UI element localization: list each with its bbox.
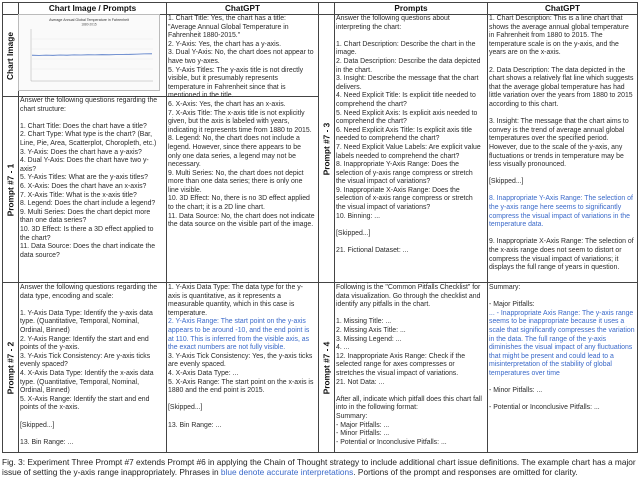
list-item: 8. Legend: Does the chart include a legend? [20, 200, 156, 208]
list-item: 1. Y-Axis Data Type: The data type for the y-axis is quantitative, as it represents a measurable quantity, which in this case is temperature. [168, 284, 303, 317]
list-item: 5. Y-Axis Titles: What are the y-axis titles? [20, 174, 148, 182]
list-item: 21. Fictional Dataset: ... [336, 247, 409, 255]
list-item: 4. Need Explicit Title: Is explicit title needed to comprehend the chart? [336, 92, 476, 108]
list-item: 2. Y-Axis Range: Identify the start and end points of the y-axis. [20, 335, 149, 352]
row-label-prompt-1: Prompt #7 - 1 [5, 163, 15, 216]
accurate-interpretation: 8. Inappropriate Y-Axis Range: The selection of the y-axis range here seems to significantly compress the visual impact of variations in the temperature data. [489, 195, 633, 229]
list-item: 3. Dual Y-Axis: No, the chart does not appear to have two y-axes. [168, 49, 314, 65]
list-item: 3. Y-Axis Tick Consistency: Are y-axis ticks evenly spaced? [20, 352, 151, 369]
list-item: 1. Chart Title: Yes, the chart has a title: "Average Annual Global Temperature in Fahrenheit 1880-2015." [168, 15, 289, 40]
list-item: 5. Need Explicit Axis: Is explicit axis needed to comprehend the chart? [336, 109, 478, 126]
list-item: 9. Inappropriate X-Axis Range: The selection of the x-axis range does not seem to distort or compress the visual impact of variations; it displays the full range of years in question. [489, 238, 634, 272]
list-item: 2. Y-Axis: Yes, the chart has a y-axis. [168, 40, 281, 48]
list-item: 5. X-Axis Range: The start point on the x-axis is 1880 and the end point is 2015. [168, 378, 314, 395]
chart-thumbnail [18, 14, 160, 91]
list-item: 6. Need Explicit Axis Title: Is explicit axis title needed to comprehend the chart? [336, 126, 472, 143]
list-item: 9. Multi Series: No, the chart does not depict more than one data series; there is only one line visible. [168, 169, 304, 194]
row-label-prompt-4: Prompt #7 - 4 [321, 341, 331, 394]
response-1-text [166, 14, 317, 280]
prompt-3-text: Answer the following questions about interpreting the chart: 1. Chart Description: Describe the chart in the image. 2. Data Description: Describe the data depicted in the chart. 3. Insight: Describe the message that the chart delivers. 4. Need Explicit Title: Is explicit title needed to comprehend the chart? 5. Need Explicit Axis: Is explicit axis needed to comprehend the chart? 6. Need Explicit Axis Title: Is explicit axis title needed to comprehend the chart? 7. Need Explicit Value Labels: Are explicit value labels needed to comprehend the chart? 8. Inappropriate Y-Axis Range: Does the selection of y-axis range compress or stretch the visual impact of variations? 9. Inappropriate X-Axis Range: Does the selection of x-axis range compress or stretch the visual impact of variations? 10. Binning: ... [Skipped...] 21. Fictional Dataset: ... [334, 14, 486, 280]
chart-thumb-title: Average Annual Global Temperature in Fahrenheit [49, 18, 129, 22]
list-item: 1. Chart Description: This is a line chart that shows the average annual global temperature in Fahrenheit from 1880 to 2015. The temperature scale is on the y-axis, and the years are on the x-axis. [489, 15, 629, 57]
list-item: 7. Need Explicit Value Labels: Are explicit value labels needed to comprehend the chart? [336, 143, 481, 160]
list-item: 10. 3D Effect: No, there is no 3D effect applied to the chart; it is a 2D line chart. [168, 195, 310, 212]
accurate-interpretation: 2. Y-Axis Range: The start point on the y-axis appears to be around -10, and the end point is at 110. This is inferred from the visible axis, as the exact numbers are not fully visible. [168, 318, 310, 352]
list-item: 2. Chart Type: What type is the chart? (Bar, Line, Pie, Area, Scatterplot, Choropleth, etc.) [20, 131, 157, 147]
figure-caption: Fig. 3: Experiment Three Prompt #7 extends Prompt #6 in applying the Chain of Thought strategy to include additional chart issue definitions. The example chart has a major issue of setting the y-axis range inappropriately. Phrases in blue denote accurate interpretations. Portions of the prompt and responses are omitted for clarity. [2, 457, 636, 478]
list-item: 6. X-Axis: Yes, the chart has an x-axis. [168, 100, 286, 108]
list-item: 5. X-Axis Range: Identify the start and end points of the x-axis. [20, 395, 150, 412]
response-2-text: 1. Y-Axis Data Type: The data type for the y-axis is quantitative, as it represents a measurable quantity, which in this case is temperature. 2. Y-Axis Range: The start point on the y-axis appears to be around -10, and the end point is at 110. This is inferred from the visible axis, as the exact numbers are not fully visible. 3. Y-Axis Tick Consistency: Yes, the y-axis ticks are evenly spaced. 4. X-Axis Data Type: ... 5. X-Axis Range: The start point on the x-axis is 1880 and the end point is 2015. [Skipped...] 13. Bin Range: ... [168, 284, 314, 429]
list-item: 4. X-Axis Data Type: Identify the x-axis data type. (Quantitative, Temporal, Nominal, Ordinal, Binned) [20, 369, 154, 395]
list-item: 1. Chart Title: Does the chart have a title? [20, 122, 147, 130]
list-item: 21. Not Data: ... [336, 378, 385, 386]
list-item: 3. Y-Axis Tick Consistency: Yes, the y-axis ticks are evenly spaced. [168, 352, 313, 369]
row-label-chart-image: Chart Image [5, 31, 16, 80]
chart-thumb-series-line [32, 54, 152, 56]
prompt-4-text: Following is the "Common Pitfalls Checklist" for data visualization. Go through the checklist and identify any pitfalls in the chart. 1. Missing Title: ... 2. Missing Axis Title: ... 3. Missing Legend: ... 4. ... 12. Inappropriate Axis Range: Check if the selected range for axes compresses or stretches the visual impact of variations. 21. Not Data: ... After all, indicate which pitfall does this chart fall into in the following format: Summary: - Major Pitfalls: ... - Minor Pitfalls: ... - Potential or Inconclusive Pitfalls: ... [334, 283, 486, 451]
list-item: 12. Inappropriate Axis Range: Check if the selected range for axes compresses or stretches the visual impact of variations. [336, 352, 466, 377]
chart-thumb-subtitle: 1880-2015 [81, 22, 97, 27]
list-item: 3. Insight: Describe the message that the chart delivers. [336, 75, 479, 91]
list-item: 10. 3D Effect: Is there a 3D effect applied to the chart? [20, 225, 154, 242]
list-item: 1. Y-Axis Data Type: Identify the y-axis data type. (Quantitative, Temporal, Nominal, Ordinal, Binned) [20, 309, 153, 334]
row-label-prompt-2: Prompt #7 - 2 [5, 341, 15, 394]
list-item: 6. X-Axis: Does the chart have an x-axis? [20, 182, 147, 190]
list-item: 9. Inappropriate X-Axis Range: Does the selection of x-axis range compress or stretch the visual impact of variations? [336, 186, 473, 212]
list-item: 10. Binning: ... [336, 212, 381, 220]
list-item: 4. Dual Y-Axis: Does the chart have two y-axis? [20, 157, 149, 173]
list-item: 8. Legend: No, the chart does not include a legend. However, since there appears to be only one data series, a legend may not be necessary. [168, 135, 301, 169]
list-item: 7. X-Axis Title: What is the x-axis title? [20, 191, 137, 199]
header-chatgpt-right: ChatGPT [544, 4, 581, 13]
response-4-text: Summary: - Major Pitfalls: ... - Inappropriate Axis Range: The y-axis range seems to be inappropriate because it uses a scale that significantly compresses the variation in the data. The full range of the y-axis diminishes the visual impact of any fluctuations that might be present and could lead to a misinterpretation of the stability of global temperatures over time - Minor Pitfalls: ... - Potential or Inconclusive Pitfalls: ... [489, 284, 635, 412]
caption-blue-phrase: blue denote accurate interpretations [220, 467, 354, 478]
list-item: 5. Y-Axis Titles: The y-axis title is not directly visible, but it presumably represents temperature in Fahrenheit since that is mentioned in the title. [168, 66, 304, 100]
list-item: 2. Data Description: Describe the data depicted in the chart. [336, 57, 481, 74]
list-item: 11. Data Source: No, the chart does not indicate the data source on the visible part of the image. [168, 212, 315, 229]
list-item: 2. Data Description: The data depicted in the chart shows a relatively flat line which suggests that the average global temperature has had little variation over the years from 1880 to 2015 according to this chart. [489, 66, 634, 108]
list-item: 2. Missing Axis Title: ... [336, 326, 406, 334]
chart-thumbnail-svg [19, 15, 159, 90]
header-prompts: Prompts [394, 4, 428, 13]
accurate-interpretation: ... - Inappropriate Axis Range: The y-axis range seems to be inappropriate because it uses a scale that significantly compresses the variation in the data. The full range of the y-axis diminishes the visual impact of any fluctuations that might be present and could lead to a misinterpretation of the stability of global temperatures over time [489, 309, 635, 377]
list-item: 3. Insight: The message that the chart aims to convey is the trend of average annual global temperatures over the specified period. However, due to the scale of the y-axis, any fluctuations or trends in temperature may be less visually pronounced. [489, 118, 629, 169]
list-item: 4. ... [336, 344, 350, 352]
list-item: 3. Missing Legend: ... [336, 335, 402, 343]
list-item: 9. Multi Series: Does the chart depict more than one data series? [20, 208, 151, 225]
list-item: 7. X-Axis Title: The x-axis title is not explicitly given, but the axis is labeled with years, indicating it represents time from 1880 to 2015. [168, 109, 312, 134]
list-item: 1. Missing Title: ... [336, 318, 392, 326]
prompt-1-text: Answer the following questions regarding the chart structure: 1. Chart Title: Does the chart have a title? 2. Chart Type: What type is the chart? (Bar, Line, Pie, Area, Scatterplot, Choropleth, etc.) 3. Y-Axis: Does the chart have a y-axis? 4. Dual Y-Axis: Does the chart have two y-axis? 5. Y-Axis Titles: What are the y-axis titles? 6. X-Axis: Does the chart have an x-axis? 7. X-Axis Title: What is the x-axis title? 8. Legend: Does the chart include a legend? 9. Multi Series: Does the chart depict more than one data series? 10. 3D Effect: Is there a 3D effect applied to the chart? 11. Data Source: Does the chart indicate the data source? [18, 96, 164, 280]
response-3-text: 1. Chart Description: This is a line chart that shows the average annual global temperature in Fahrenheit from 1880 to 2015. The temperature scale is on the y-axis, and the years are on the x-axis. 2. Data Description: The data depicted in the chart shows a relatively flat line which suggests that the average global temperature has had little variation over the years from 1880 to 2015 according to this chart. 3. Insight: The message that the chart aims to convey is the trend of average annual global temperatures over the specified period. However, due to the scale of the y-axis, any fluctuations or trends in temperature may be less visually pronounced. [Skipped...] 8. Inappropriate Y-Axis Range: The selection of the y-axis range here seems to significantly compress the visual impact of variations in the temperature data. 9. Inappropriate X-Axis Range: The selection of the x-axis range does not seem to distort or compress the visual impact of variations; it displays the full range of years in question. [487, 14, 638, 280]
list-item: 13. Bin Range: ... [168, 421, 222, 429]
prompt-2-text: Answer the following questions regarding the data type, encoding and scale: 1. Y-Axis Data Type: Identify the y-axis data type. (Quantitative, Temporal, Nominal, Ordinal, Binned) 2. Y-Axis Range: Identify the start and end points of the y-axis. 3. Y-Axis Tick Consistency: Are y-axis ticks evenly spaced? 4. X-Axis Data Type: Identify the x-axis data type. (Quantitative, Temporal, Nominal, Ordinal, Binned) 5. X-Axis Range: Identify the start and end points of the x-axis. [Skipped...] 13. Bin Range: ... [18, 283, 164, 451]
list-item: 1. Chart Description: Describe the chart in the image. [336, 40, 476, 57]
header-chart-image-prompts: Chart Image / Prompts [48, 4, 137, 13]
list-item: 4. X-Axis Data Type: ... [168, 369, 239, 377]
list-item: 11. Data Source: Does the chart indicate the data source? [20, 243, 156, 259]
list-item: 13. Bin Range: ... [20, 438, 74, 446]
header-chatgpt-left: ChatGPT [224, 4, 261, 13]
list-item: 8. Inappropriate Y-Axis Range: Does the selection of y-axis range compress or stretch the visual impact of variations? [336, 161, 473, 186]
row-label-prompt-3: Prompt #7 - 3 [321, 122, 331, 175]
list-item: 3. Y-Axis: Does the chart have a y-axis? [20, 148, 142, 156]
